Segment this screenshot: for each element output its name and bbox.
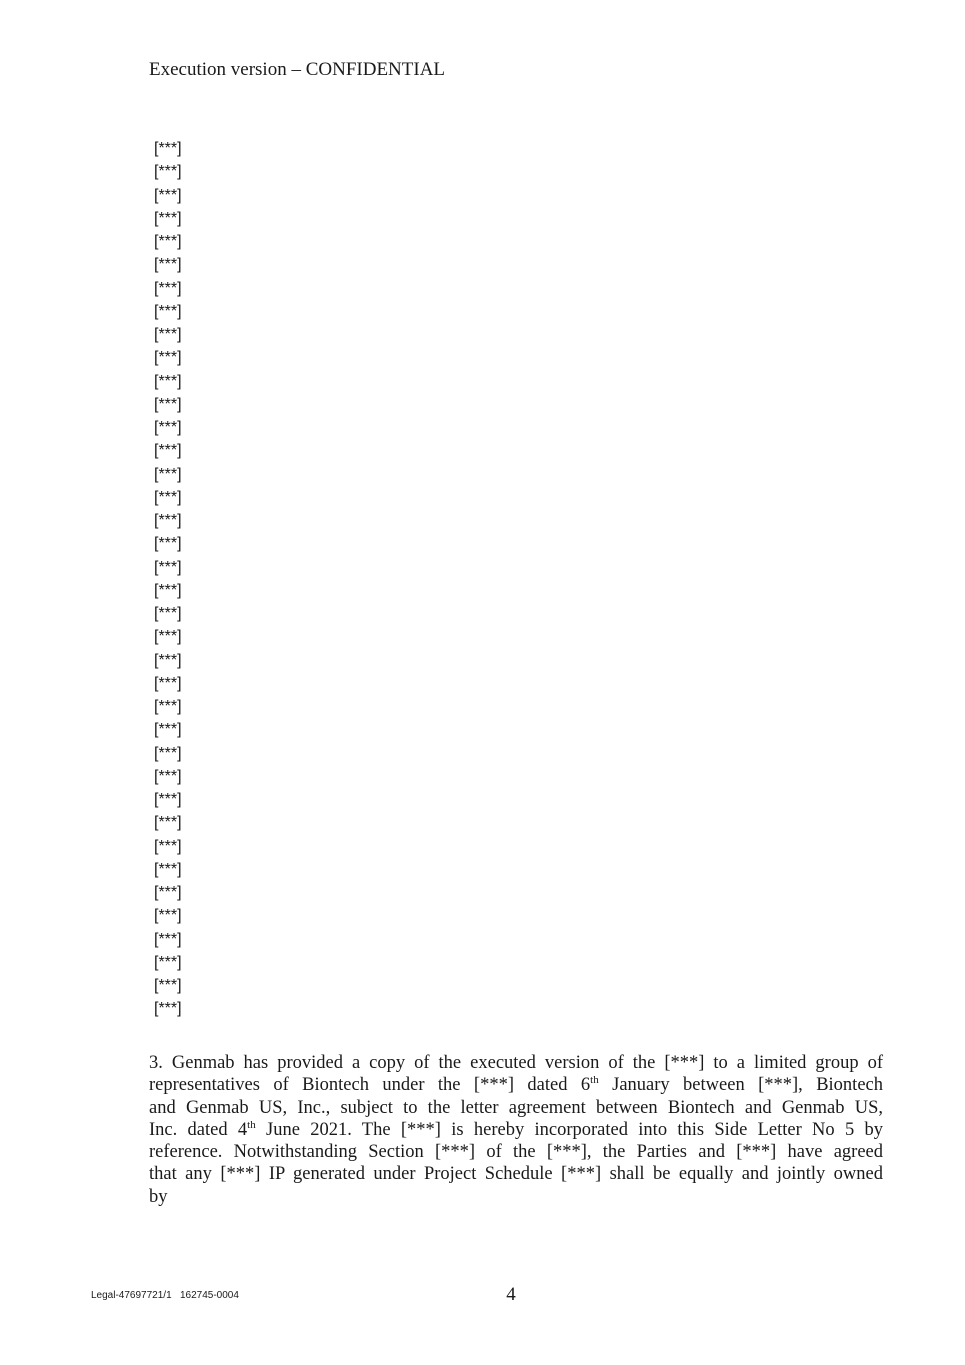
redacted-line: [***] [154, 767, 182, 785]
redacted-line: [***] [154, 581, 182, 599]
redacted-line: [***] [154, 233, 182, 250]
redacted-line: [***] [154, 837, 182, 855]
redacted-line: [***] [154, 1000, 182, 1018]
redacted-line: [***] [154, 349, 182, 367]
redacted-line: [***] [154, 209, 182, 227]
redacted-line: [***] [154, 302, 182, 320]
paragraph-line: reference. Notwithstanding Section [***] of the [***], the Parties and [***] have agreed [149, 1142, 883, 1163]
redacted-line: [***] [154, 419, 182, 436]
redacted-line: [***] [154, 558, 182, 576]
footer-reference: Legal-47697721/1 162745-0004 [91, 1290, 239, 1301]
redacted-line: [***] [154, 698, 182, 715]
redacted-list [154, 137, 182, 1021]
document-header: Execution version – CONFIDENTIAL [149, 59, 446, 80]
paragraph-3 [149, 1052, 883, 1208]
paragraph-line: Inc. dated 4th June 2021. The [***] is hereby incorporated into this Side Letter No 5 by [149, 1118, 883, 1140]
redacted-line: [***] [154, 186, 182, 204]
redacted-line: [***] [154, 884, 182, 901]
redacted-line: [***] [154, 140, 182, 157]
redacted-line: [***] [154, 791, 182, 808]
redacted-line: [***] [154, 442, 182, 460]
redacted-line: [***] [154, 465, 182, 483]
redacted-line: [***] [154, 512, 182, 529]
redacted-line: [***] [154, 814, 182, 832]
redacted-line: [***] [154, 535, 182, 553]
redacted-line: [***] [154, 395, 182, 413]
redacted-line: [***] [154, 488, 182, 506]
paragraph-line: and Genmab US, Inc., subject to the letter agreement between Biontech and Genmab US, [149, 1097, 883, 1118]
paragraph-line: 3. Genmab has provided a copy of the executed version of the [***] to a limited group of [149, 1053, 883, 1073]
superscript: th [590, 1074, 599, 1087]
paragraph-line: by [149, 1186, 168, 1207]
redacted-line: [***] [154, 907, 182, 925]
superscript: th [247, 1118, 256, 1131]
paragraph-line: that any [***] IP generated under Project Schedule [***] shall be equally and jointly owned [149, 1164, 883, 1185]
redacted-line: [***] [154, 163, 182, 181]
redacted-line: [***] [154, 326, 182, 343]
redacted-line: [***] [154, 930, 182, 948]
redacted-line: [***] [154, 977, 182, 994]
redacted-line: [***] [154, 279, 182, 297]
redacted-line: [***] [154, 721, 182, 739]
redacted-line: [***] [154, 860, 182, 878]
redacted-line: [***] [154, 953, 182, 971]
redacted-line: [***] [154, 372, 182, 390]
paragraph-line: representatives of Biontech under the [***] dated 6th January between [***], Biontech [149, 1074, 883, 1096]
redacted-line: [***] [154, 744, 182, 762]
page-number: 4 [506, 1284, 516, 1305]
redacted-line: [***] [154, 674, 182, 692]
redacted-line: [***] [154, 605, 182, 622]
redacted-line: [***] [154, 256, 182, 274]
redacted-line: [***] [154, 651, 182, 669]
redacted-line: [***] [154, 628, 182, 646]
